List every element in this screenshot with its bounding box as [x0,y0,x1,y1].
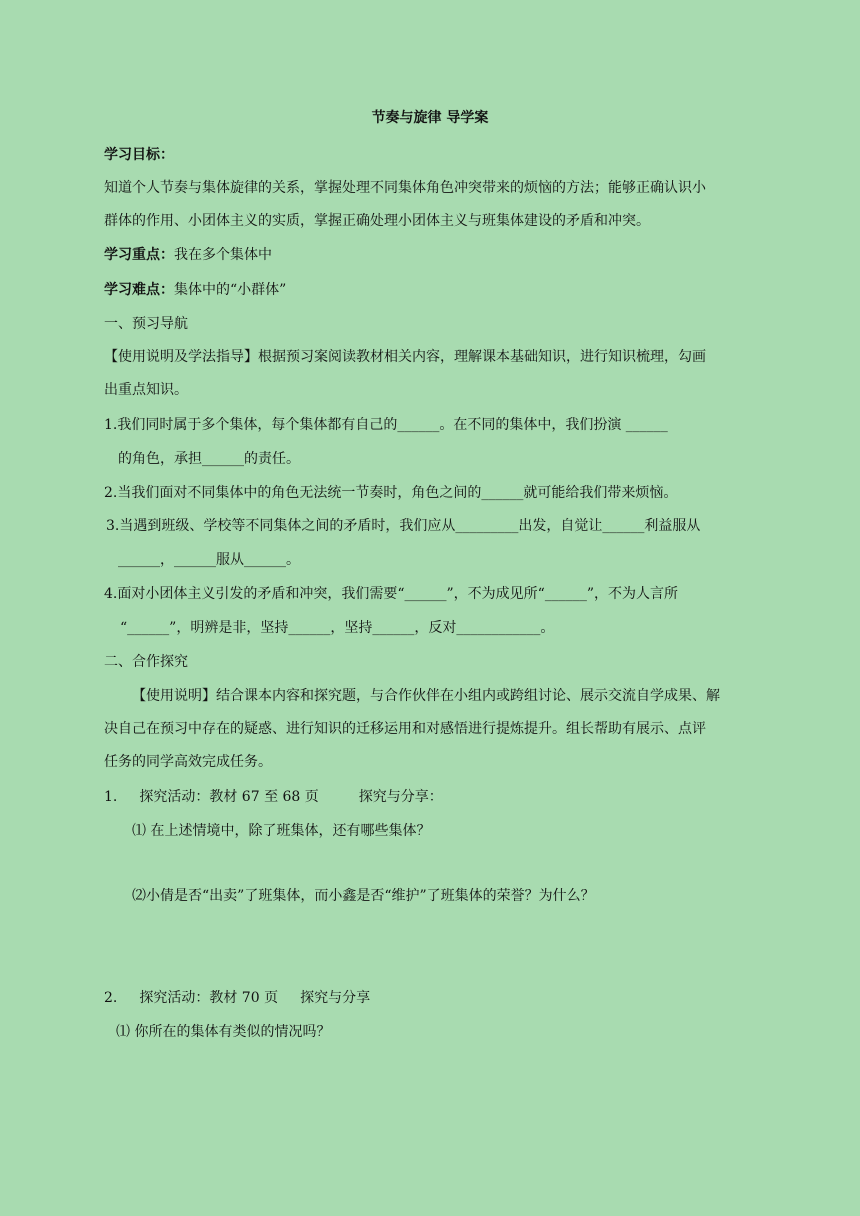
activity-2-name: 探究活动：教材 70 页 [139,990,279,1006]
activity-1-question-2: ⑵小倩是否“出卖”了班集体，而小鑫是否“维护”了班集体的荣誉？为什么？ [132,888,595,904]
section-2-intro-line-2: 决自己在预习中存在的疑惑、进行知识的迁移运用和对感悟进行提炼提升。组长帮助有展示、点评 [104,721,706,737]
question-1-line-1: 1.我们同时属于多个集体，每个集体都有自己的______。在不同的集体中，我们扮演 ______ [104,417,668,433]
activity-1-name: 探究活动：教材 67 至 68 页 [139,789,319,805]
activity-2-number: 2. [104,990,118,1006]
question-1-line-2: 的角色，承担______的责任。 [118,451,300,467]
key-point [104,245,272,265]
question-4-line-2: “______”，明辨是非，坚持______，坚持______，反对____________。 [120,620,555,636]
section-1-intro-line-2: 出重点知识。 [104,382,188,398]
question-3-line-1: 3.当遇到班级、学校等不同集体之间的矛盾时，我们应从_________出发，自觉让______利益服从 [106,518,701,534]
difficulty-point [104,280,286,300]
question-4-line-1: 4.面对小团体主义引发的矛盾和冲突，我们需要“______”，不为成见所“______”，不为人言所 [104,586,678,602]
activity-2-share: 探究与分享 [300,990,371,1006]
goals-text-line-2: 群体的作用、小团体主义的实质，掌握正确处理小团体主义与班集体建设的矛盾和冲突。 [104,213,650,229]
activity-1-share: 探究与分享： [358,789,443,805]
question-3-line-2: ______，______服从______。 [118,552,300,568]
activity-1-question-1: ⑴ 在上述情境中，除了班集体，还有哪些集体？ [132,823,431,839]
activity-2 [104,988,370,1008]
section-2-intro-line-3: 任务的同学高效完成任务。 [104,754,272,770]
goals-text-line-1: 知道个人节奏与集体旋律的关系，掌握处理不同集体角色冲突带来的烦恼的方法；能够正确认识小 [104,180,706,196]
activity-1-number: 1. [104,789,118,805]
section-2-intro-line-1: 【使用说明】结合课本内容和探究题，与合作伙伴在小组内或跨组讨论、展示交流自学成果、解 [132,688,720,704]
activity-1 [104,787,443,807]
key-point-text: 我在多个集体中 [174,247,272,263]
question-2: 2.当我们面对不同集体中的角色无法统一节奏时，角色之间的______就可能给我们带来烦恼。 [104,485,678,501]
key-point-label: 学习重点： [104,247,174,263]
difficulty-label: 学习难点： [104,282,174,298]
section-1-heading: 一、预习导航 [104,316,188,332]
difficulty-text: 集体中的“小群体” [174,282,287,298]
goals-label: 学习目标： [104,147,174,163]
section-1-intro-line-1: 【使用说明及学法指导】根据预习案阅读教材相关内容，理解课本基础知识，进行知识梳理，勾画 [104,349,706,365]
section-2-heading: 二、合作探究 [104,654,188,670]
page-title: 节奏与旋律 导学案 [371,110,489,126]
activity-2-question-1: ⑴ 你所在的集体有类似的情况吗？ [116,1024,331,1040]
